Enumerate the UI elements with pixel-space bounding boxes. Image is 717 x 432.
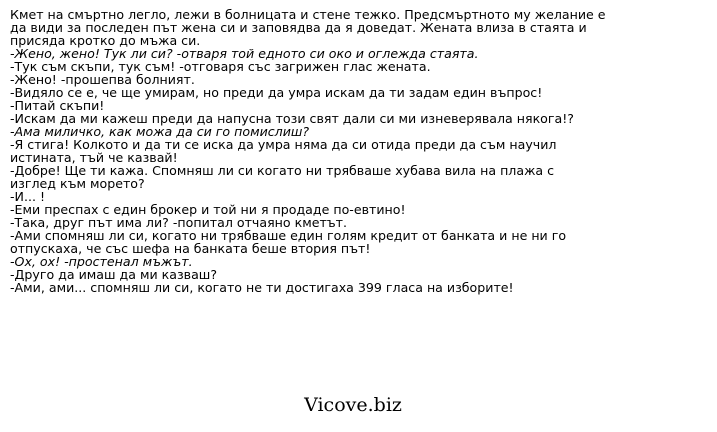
joke-line: Кмет на смъртно легло, лежи в болницата и стене тежко. Предсмъртното му желание е <box>10 7 606 22</box>
joke-line: -Друго да имаш да ми казваш? <box>10 267 217 282</box>
joke-line: истината, тъй че казвай! <box>10 150 178 165</box>
joke-line: -Искам да ми кажеш преди да напусна този свят дали си ми изневерявала някога!? <box>10 111 574 126</box>
joke-line: -Така, друг път има ли? -попитал отчаяно кметът. <box>10 215 348 230</box>
joke-line: отпускаха, че със шефа на банката беше втория път! <box>10 241 371 256</box>
joke-line: -Еми преспах с един брокер и той ни я продаде по-евтино! <box>10 202 406 217</box>
site-brand: Vicove.biz <box>304 394 402 416</box>
joke-line: -И... ! <box>10 189 46 204</box>
joke-line: -Ами, ами... спомняш ли си, когато не ти достигаха 399 гласа на изборите! <box>10 280 514 295</box>
joke-line: -Добре! Ще ти кажа. Спомняш ли си когато ни трябваше хубава вила на плажа с <box>10 163 555 178</box>
joke-line: -Тук съм скъпи, тук съм! -отговаря със загрижен глас жената. <box>10 59 431 74</box>
joke-line: -Ами спомняш ли си, когато ни трябваше един голям кредит от банката и не ни го <box>10 228 567 243</box>
joke-line: присяда кротко до мъжа си. <box>10 33 201 48</box>
joke-text <box>10 8 710 294</box>
joke-line: -Жено! -прошепва болният. <box>10 72 195 87</box>
joke-line: изглед към морето? <box>10 176 145 191</box>
joke-line: да види за последен път жена си и заповядва да я доведат. Жената влиза в стаята и <box>10 20 587 35</box>
joke-line: -Ох, ох! -простенал мъжът. <box>10 254 193 269</box>
joke-line: -Я стига! Колкото и да ти се иска да умра няма да си отида преди да съм научил <box>10 137 557 152</box>
joke-line: -Видяло се е, че ще умирам, но преди да умра искам да ти задам един въпрос! <box>10 85 543 100</box>
joke-line: -Питай скъпи! <box>10 98 105 113</box>
joke-line: -Ама миличко, как можа да си го помислиш? <box>10 124 310 139</box>
joke-line: -Жено, жено! Тук ли си? -отваря той едното си око и оглежда стаята. <box>10 46 479 61</box>
